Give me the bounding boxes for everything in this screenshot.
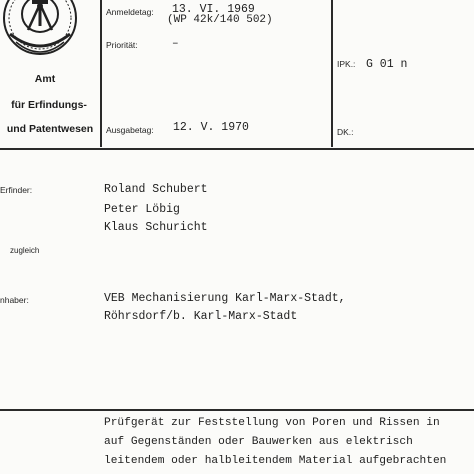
ipk-value: G 01 n [366, 58, 408, 71]
office-name-line3: und Patentwesen [6, 123, 94, 135]
inventors-label: Erfinder: [0, 185, 33, 195]
also-label: zugleich [10, 246, 40, 255]
issue-date-value: 12. V. 1970 [173, 121, 249, 134]
office-name-line2: für Erfindungs- [11, 99, 87, 111]
filing-date-value: 13. VI. 1969 [172, 3, 255, 16]
header-divider-left [100, 0, 102, 147]
header-divider-right [331, 0, 333, 147]
inventor-name: Klaus Schuricht [104, 221, 208, 234]
priority-label: Priorität: [106, 40, 138, 50]
office-name-line1: Amt [34, 73, 56, 85]
header-bottom-rule [0, 148, 474, 150]
title-line2: auf Gegenständen oder Bauwerken aus elektrisch [104, 436, 413, 448]
owner-line2: Röhrsdorf/b. Karl-Marx-Stadt [104, 310, 298, 323]
dk-label: DK.: [337, 127, 354, 137]
ipk-label: IPK.: [337, 59, 356, 69]
owner-line1: VEB Mechanisierung Karl-Marx-Stadt, [104, 292, 346, 305]
state-emblem-icon [0, 0, 80, 64]
filing-date-label: Anmeldetag: [106, 7, 154, 17]
filing-reference-value: (WP 42k/140 502) [167, 14, 273, 26]
title-line1: Prüfgerät zur Feststellung von Poren und Rissen in [104, 417, 440, 429]
inventor-name: Roland Schubert [104, 183, 208, 196]
title-line3: leitendem oder halbleitendem Material aufgebrachten [104, 455, 447, 467]
title-top-rule [0, 409, 474, 411]
owner-label: nhaber: [0, 295, 29, 305]
priority-value: – [172, 38, 179, 50]
inventor-name: Peter Löbig [104, 203, 180, 216]
issue-date-label: Ausgabetag: [106, 125, 154, 135]
